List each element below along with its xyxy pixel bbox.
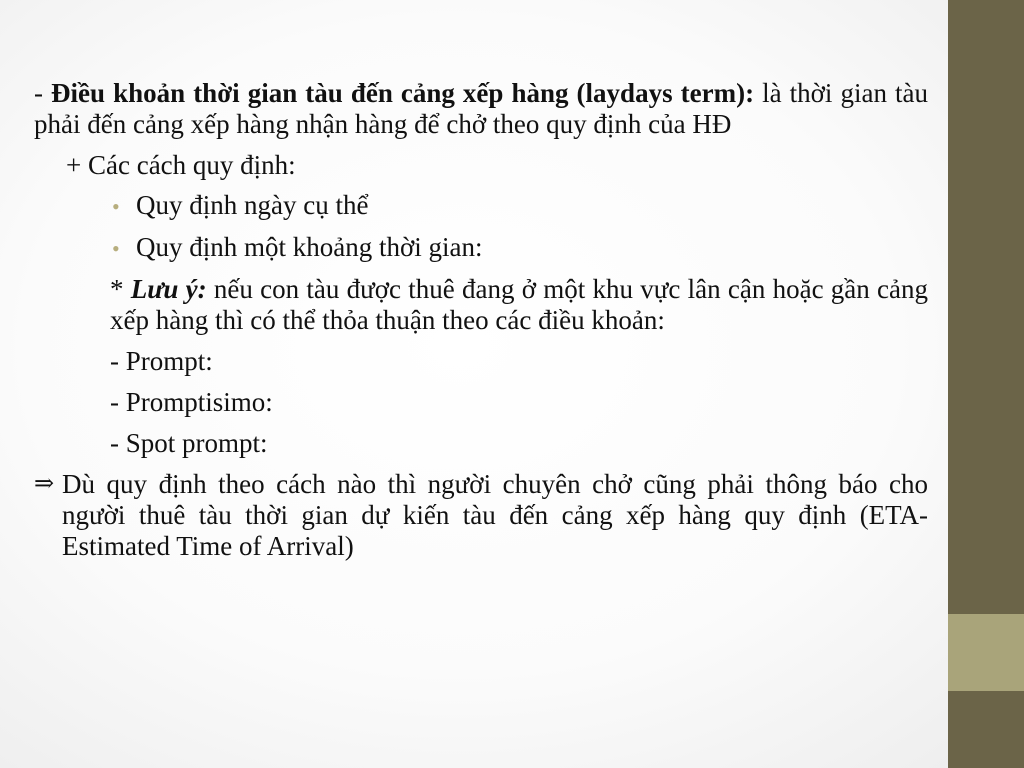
note-label: Lưu ý: — [130, 274, 207, 304]
prompt-term: - Prompt: — [110, 346, 213, 376]
conclusion-text: Dù quy định theo cách nào thì người chuyên chở cũng phải thông báo cho người thuê tàu thời gian dự kiến tàu đến cảng xếp hàng quy định (ETA- Estimated Time of Arrival) — [62, 469, 928, 561]
slide-content — [34, 78, 928, 562]
laydays-term-heading: Điều khoản thời gian tàu đến cảng xếp hàng (laydays term): — [51, 78, 755, 108]
bullet-text: Quy định ngày cụ thể — [136, 190, 369, 220]
note-text: nếu con tàu được thuê đang ở một khu vực lân cận hoặc gần cảng xếp hàng thì có thể thỏa thuận theo các điều khoản: — [110, 274, 928, 335]
promptisimo-term: - Promptisimo: — [110, 387, 273, 417]
bullet-item — [112, 190, 928, 222]
dash-marker: - — [34, 78, 52, 108]
note-star: * — [110, 274, 131, 304]
bullet-dot-icon: • — [112, 236, 120, 261]
methods-heading: + Các cách quy định: — [66, 150, 296, 180]
laydays-paragraph — [34, 78, 928, 140]
spot-prompt-term: - Spot prompt: — [110, 428, 268, 458]
bullet-item — [112, 232, 928, 264]
double-arrow-icon: ⇒ — [34, 471, 55, 497]
note-paragraph — [110, 274, 928, 336]
conclusion-paragraph — [34, 469, 928, 562]
bullet-text: Quy định một khoảng thời gian: — [136, 232, 483, 262]
sidebar-accent-block — [948, 614, 1024, 691]
laydays-definition: là thời gian tàu phải đến cảng xếp hàng nhận hàng để chở theo quy định của HĐ — [34, 78, 928, 139]
bullet-dot-icon: • — [112, 194, 120, 219]
